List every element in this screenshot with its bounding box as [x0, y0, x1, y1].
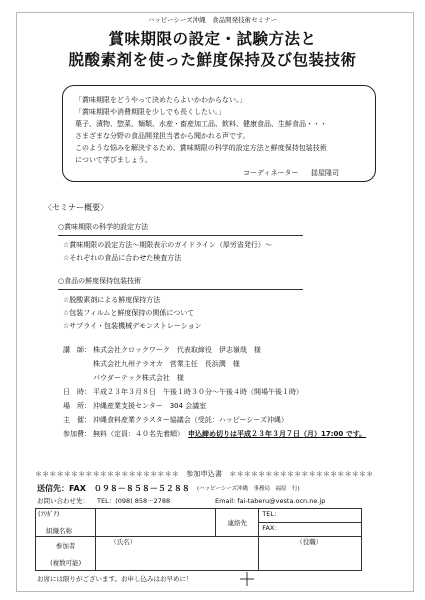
fee-value: 無料（定員：４０名先着順） [93, 430, 184, 438]
lecturer-1: 株式会社クロックワーク 代表取締役 伊志嶺哉 様 [93, 346, 261, 354]
furigana-label: (ﾌﾘｶﾞﾅ) [38, 510, 60, 518]
tel-field-label: TEL： [262, 510, 281, 518]
fax-field[interactable] [259, 523, 361, 536]
topic-2-divider [58, 289, 303, 290]
quote-line-2: 「賞味期限や消費期限を少しでも長くしたい。」 [75, 108, 226, 116]
tel-field[interactable] [259, 509, 361, 523]
organizer-line: ハッピーシーズ沖縄 食品開発技術セミナー [147, 16, 278, 24]
participant-label-cell [36, 537, 96, 571]
name-label: （氏名） [110, 538, 137, 546]
topic-1-divider [58, 235, 303, 236]
deadline-notice: 申込締め切りは平成２３年３月７日（月）17:00 です。 [188, 430, 367, 438]
contact-info-label: 連絡先 [227, 519, 248, 527]
topic-2-item: ☆包装フィルムと鮮度保持の関係について [63, 309, 195, 317]
contact-field-cell[interactable] [259, 509, 362, 537]
topic-2-item: ☆脱酸素剤による鮮度保持方法 [63, 296, 161, 304]
overview-heading: 〈セミナー概要〉 [44, 203, 108, 212]
topic-2-item: ☆サプライ・包装機械デモンストレーション [63, 322, 202, 330]
quote-line-5: このような悩みを解決するため、賞味期限の科学的設定方法と鮮度保持包装技術 [75, 144, 327, 152]
title-line-2: 脱酸素剤を使った鮮度保持及び包装技術 [68, 51, 357, 69]
host-value: 沖縄食料産業クラスター協議会（受託：ハッピーシーズ沖縄） [93, 416, 289, 424]
coordinator-role: コーディネーター [243, 169, 299, 177]
title-line-1: 賞味期限の設定・試験方法と [108, 30, 317, 48]
lecturer-3: パウダーテック株式会社 様 [93, 374, 184, 382]
participant-title-field[interactable] [259, 537, 362, 571]
topic-2-title: ○食品の鮮度保持包装技術 [58, 277, 142, 285]
topic-1-title: ○賞味期限の科学的設定方法 [58, 223, 149, 231]
contact-email: Email: fai-taberu@vesta.ocn.ne.jp [215, 497, 326, 505]
topic-1-item: ☆賞味期限の設定方法～期限表示のガイドライン（厚労省発行）～ [63, 241, 272, 249]
fax-destination: 送信先：FAX ０９８－８５８－５２８８ [37, 484, 190, 493]
participant-name-field[interactable] [96, 537, 259, 571]
org-name-label: 組織名称 [46, 527, 72, 535]
contact-label: お問い合わせ先： [37, 497, 89, 505]
application-form-table [35, 508, 362, 571]
footer-note: お席には限りがございます。お申し込みはお早めに！ [37, 575, 193, 583]
coordinator-name: 揺屋隆司 [311, 169, 339, 177]
date-value: 平成２３年３月８日 午後１時３０分～午後４時（開場午後１時） [93, 388, 303, 396]
place-label: 場 所： [63, 402, 91, 410]
contact-tel: TEL：(098) 858－2788 [97, 497, 171, 505]
quote-line-3: 菓子、漬物、惣菜、麺類、水産・畜産加工品、飲料、健康食品、生鮮食品・・・ [75, 120, 327, 128]
title-label: （役職） [296, 538, 323, 546]
multiple-allowed-label: (複数可能) [50, 558, 82, 567]
lecturer-2: 株式会社九州テラオカ 営業主任 長浜潤 様 [93, 360, 240, 368]
host-label: 主 催： [63, 416, 91, 424]
date-label: 日 時： [63, 388, 91, 396]
participant-label: 参加者 [55, 541, 76, 550]
quote-line-1: 「賞味期限をどうやって決めたらよいかわからない。」 [75, 96, 247, 104]
fax-destination-note: (ハッピーシーズ沖縄 事務局 福原 行) [197, 486, 300, 492]
contact-label-cell [216, 509, 259, 537]
fax-field-label: FAX： [262, 524, 281, 532]
quote-line-4: さまざまな分野の食品開発担当者から聞かれる声です。 [75, 132, 250, 140]
quote-line-6: について学びましょう。 [75, 156, 152, 164]
place-value: 沖縄産業支援センター 304 会議室 [93, 402, 207, 410]
org-name-field[interactable] [96, 509, 216, 537]
registration-mark-icon [240, 572, 254, 586]
application-separator: ＊＊＊＊＊＊＊＊＊＊＊＊＊＊＊＊＊＊＊＊ 参加申込書 ＊＊＊＊＊＊＊＊＊＊＊＊＊＊＊＊＊＊＊＊ [35, 470, 374, 478]
fee-label: 参加費： [63, 430, 91, 438]
org-name-label-cell [36, 509, 96, 537]
lecturer-label: 講 師： [63, 346, 91, 354]
topic-1-item: ☆それぞれの食品に合わせた検査方法 [63, 254, 182, 262]
